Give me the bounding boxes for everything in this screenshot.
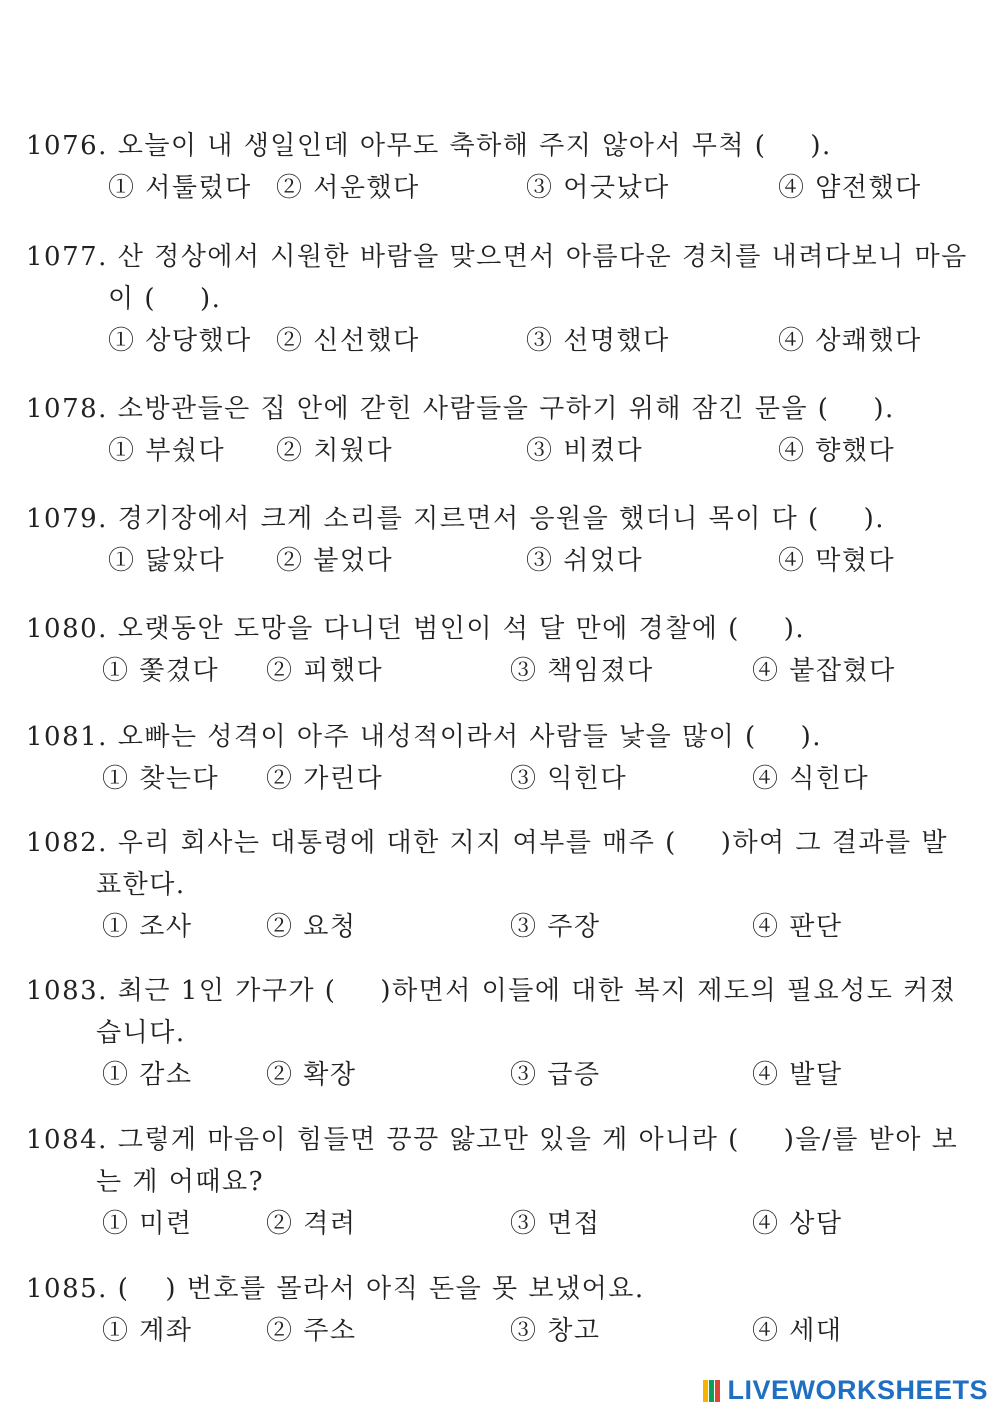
- question-text: 1084. 그렇게 마음이 힘들면 끙끙 앓고만 있을 게 아니라 ( )을/를 받아 보: [26, 1125, 959, 1155]
- choice-3[interactable]: ③ 어긋났다: [526, 173, 670, 203]
- choice-1[interactable]: ① 미련: [102, 1209, 193, 1239]
- question-text: 1081. 오빠는 성격이 아주 내성적이라서 사람들 낯을 많이 ( ).: [26, 722, 823, 752]
- choice-row: [26, 1203, 992, 1245]
- choice-2[interactable]: ② 붙었다: [276, 546, 394, 576]
- question-1084: [26, 1119, 992, 1245]
- choice-2[interactable]: ② 확장: [266, 1060, 357, 1090]
- choice-1[interactable]: ① 상당했다: [108, 326, 252, 356]
- choice-row: [26, 1310, 992, 1352]
- choice-4[interactable]: ④ 상담: [752, 1209, 843, 1239]
- choice-3[interactable]: ③ 책임졌다: [510, 656, 654, 686]
- question-1080: [26, 608, 992, 692]
- choice-row: [26, 320, 992, 362]
- choice-4[interactable]: ④ 식힌다: [752, 764, 870, 794]
- choice-2[interactable]: ② 서운했다: [276, 173, 420, 203]
- question-text: 1085. ( ) 번호를 몰라서 아직 돈을 못 보냈어요.: [26, 1274, 645, 1304]
- logo-text: LIVEWORKSHEETS: [727, 1375, 988, 1405]
- choice-row: [26, 758, 992, 800]
- choice-4[interactable]: ④ 막혔다: [778, 546, 896, 576]
- question-1078: [26, 388, 992, 472]
- question-text: 1078. 소방관들은 집 안에 갇힌 사람들을 구하기 위해 잠긴 문을 ( ).: [26, 394, 895, 424]
- choice-1[interactable]: ① 계좌: [102, 1316, 193, 1346]
- question-text-continued: 표한다.: [96, 870, 186, 900]
- choice-3[interactable]: ③ 익힌다: [510, 764, 628, 794]
- liveworksheets-logo[interactable]: [703, 1375, 988, 1406]
- choice-row: [26, 540, 992, 582]
- choice-1[interactable]: ① 감소: [102, 1060, 193, 1090]
- question-1076: [26, 125, 992, 209]
- choice-row: [26, 906, 992, 948]
- choice-4[interactable]: ④ 붙잡혔다: [752, 656, 896, 686]
- choice-4[interactable]: ④ 발달: [752, 1060, 843, 1090]
- choice-3[interactable]: ③ 비켰다: [526, 436, 644, 466]
- choice-3[interactable]: ③ 선명했다: [526, 326, 670, 356]
- choice-4[interactable]: ④ 향했다: [778, 436, 896, 466]
- question-text: 1079. 경기장에서 크게 소리를 지르면서 응원을 했더니 목이 다 ( ).: [26, 504, 886, 534]
- choice-3[interactable]: ③ 쉬었다: [526, 546, 644, 576]
- question-1079: [26, 498, 992, 582]
- choice-row: [26, 430, 992, 472]
- question-text-continued: 는 게 어때요?: [96, 1167, 265, 1197]
- choice-4[interactable]: ④ 상쾌했다: [778, 326, 922, 356]
- question-text-continued: 습니다.: [96, 1018, 186, 1048]
- question-1085: [26, 1268, 992, 1352]
- choice-1[interactable]: ① 서툴렀다: [108, 173, 252, 203]
- choice-row: [26, 650, 992, 692]
- question-text: 1082. 우리 회사는 대통령에 대한 지지 여부를 매주 ( )하여 그 결과를 발: [26, 828, 949, 858]
- choice-3[interactable]: ③ 주장: [510, 912, 601, 942]
- choice-1[interactable]: ① 부쉈다: [108, 436, 226, 466]
- choice-1[interactable]: ① 닳았다: [108, 546, 226, 576]
- choice-3[interactable]: ③ 급증: [510, 1060, 601, 1090]
- choice-4[interactable]: ④ 세대: [752, 1316, 843, 1346]
- choice-row: [26, 1054, 992, 1096]
- choice-1[interactable]: ① 찾는다: [102, 764, 220, 794]
- choice-2[interactable]: ② 가린다: [266, 764, 384, 794]
- choice-4[interactable]: ④ 판단: [752, 912, 843, 942]
- question-1083: [26, 970, 992, 1096]
- question-text: 1077. 산 정상에서 시원한 바람을 맞으면서 아름다운 경치를 내려다보니 마음: [26, 242, 968, 272]
- choice-4[interactable]: ④ 얌전했다: [778, 173, 922, 203]
- choice-3[interactable]: ③ 창고: [510, 1316, 601, 1346]
- question-text: 1080. 오랫동안 도망을 다니던 범인이 석 달 만에 경찰에 ( ).: [26, 614, 806, 644]
- question-1081: [26, 716, 992, 800]
- question-1077: [26, 236, 992, 362]
- choice-3[interactable]: ③ 면접: [510, 1209, 601, 1239]
- choice-2[interactable]: ② 요청: [266, 912, 357, 942]
- liveworksheets-logo-icon: [703, 1380, 723, 1402]
- question-text-continued: 이 ( ).: [108, 284, 222, 314]
- choice-row: [26, 167, 992, 209]
- choice-1[interactable]: ① 조사: [102, 912, 193, 942]
- choice-2[interactable]: ② 피했다: [266, 656, 384, 686]
- question-text: 1076. 오늘이 내 생일인데 아무도 축하해 주지 않아서 무척 ( ).: [26, 131, 832, 161]
- choice-2[interactable]: ② 신선했다: [276, 326, 420, 356]
- choice-2[interactable]: ② 격려: [266, 1209, 357, 1239]
- choice-2[interactable]: ② 치웠다: [276, 436, 394, 466]
- choice-2[interactable]: ② 주소: [266, 1316, 357, 1346]
- question-text: 1083. 최근 1인 가구가 ( )하면서 이들에 대한 복지 제도의 필요성도 커졌: [26, 976, 957, 1006]
- question-1082: [26, 822, 992, 948]
- choice-1[interactable]: ① 쫓겼다: [102, 656, 220, 686]
